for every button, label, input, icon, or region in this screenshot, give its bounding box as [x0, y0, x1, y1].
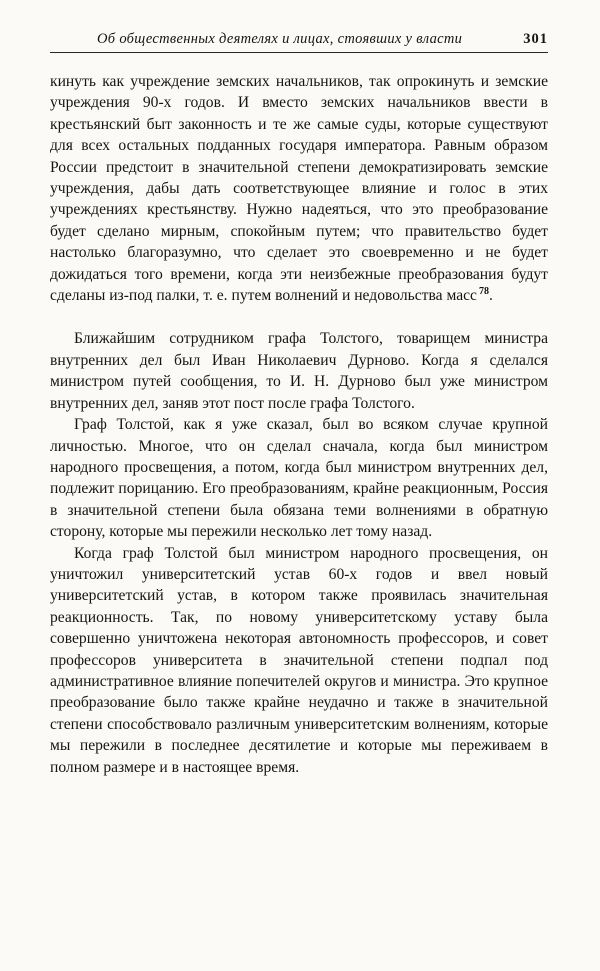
footnote-reference: 78: [478, 285, 489, 297]
paragraph: Ближайшим сотрудником графа Толстого, товарищем министра внутренних дел был Иван Николаевич Дурново. Когда я сделался министром путей сообщения, то И. Н. Дурново был уже министром внутренних дел, заняв этот пост после графа Толстого.: [50, 330, 548, 412]
paragraph: Граф Толстой, как я уже сказал, был во всяком случае крупной личностью. Многое, что он сделал сначала, когда был министром народного просвещения, а потом, когда был министром внутренних дел, подлежит порицанию. Его преобразованиям, крайне реакционным, Россия в значительной степени была обязана теми волнениями в обратную сторону, которые мы пережили несколько лет тому назад.: [50, 416, 548, 541]
paragraph: Когда граф Толстой был министром народного просвещения, он уничтожил университетский устав 60-х годов и ввел новый университетский устав, в котором также проявилась значительная реакционность. Так, по новому университетскому уставу была совершенно уничтожена некоторая автономность профессоров, и совет профессоров университета в значительной степени подпал под административное влияние попечителей округов и министра. Это крупное преобразование было также крайне неудачно и также в значительной степени способствовало различным университетским волнениям, которые мы пережили в последнее десятилетие и которые мы переживаем в полном размере и в настоящее время.: [50, 544, 548, 776]
paragraph-text-end: .: [488, 287, 493, 305]
page-header: [50, 30, 548, 48]
paragraph-text: кинуть как учреждение земских начальников, так опрокинуть и земские учреждения 90-х годов. И вместо земских начальников ввести в крестьянский быт законность и те же самые суды, которые существуют для всех остальных подданных государя императора. Равным образом России предстоит в значительной степени демократизировать земские учреждения, дабы дать соответствующее влияние и голос в этих учреждениях крестьянству. Нужно надеяться, что это преобразование будет сделано мирным, спокойным путем; что правительство будет настолько благоразумно, что сделает это своевременно и не будет дожидаться того времени, когда эти неизбежные преобразования будут сделаны из-под палки, т. е. путем волнений и недовольства масс: [50, 73, 548, 305]
header-rule: [50, 52, 548, 53]
page-number: 301: [523, 31, 548, 47]
running-title: Об общественных деятелях и лицах, стоявших у власти: [97, 31, 463, 47]
page-body: [50, 71, 548, 778]
paragraph-continuation: [50, 71, 548, 306]
